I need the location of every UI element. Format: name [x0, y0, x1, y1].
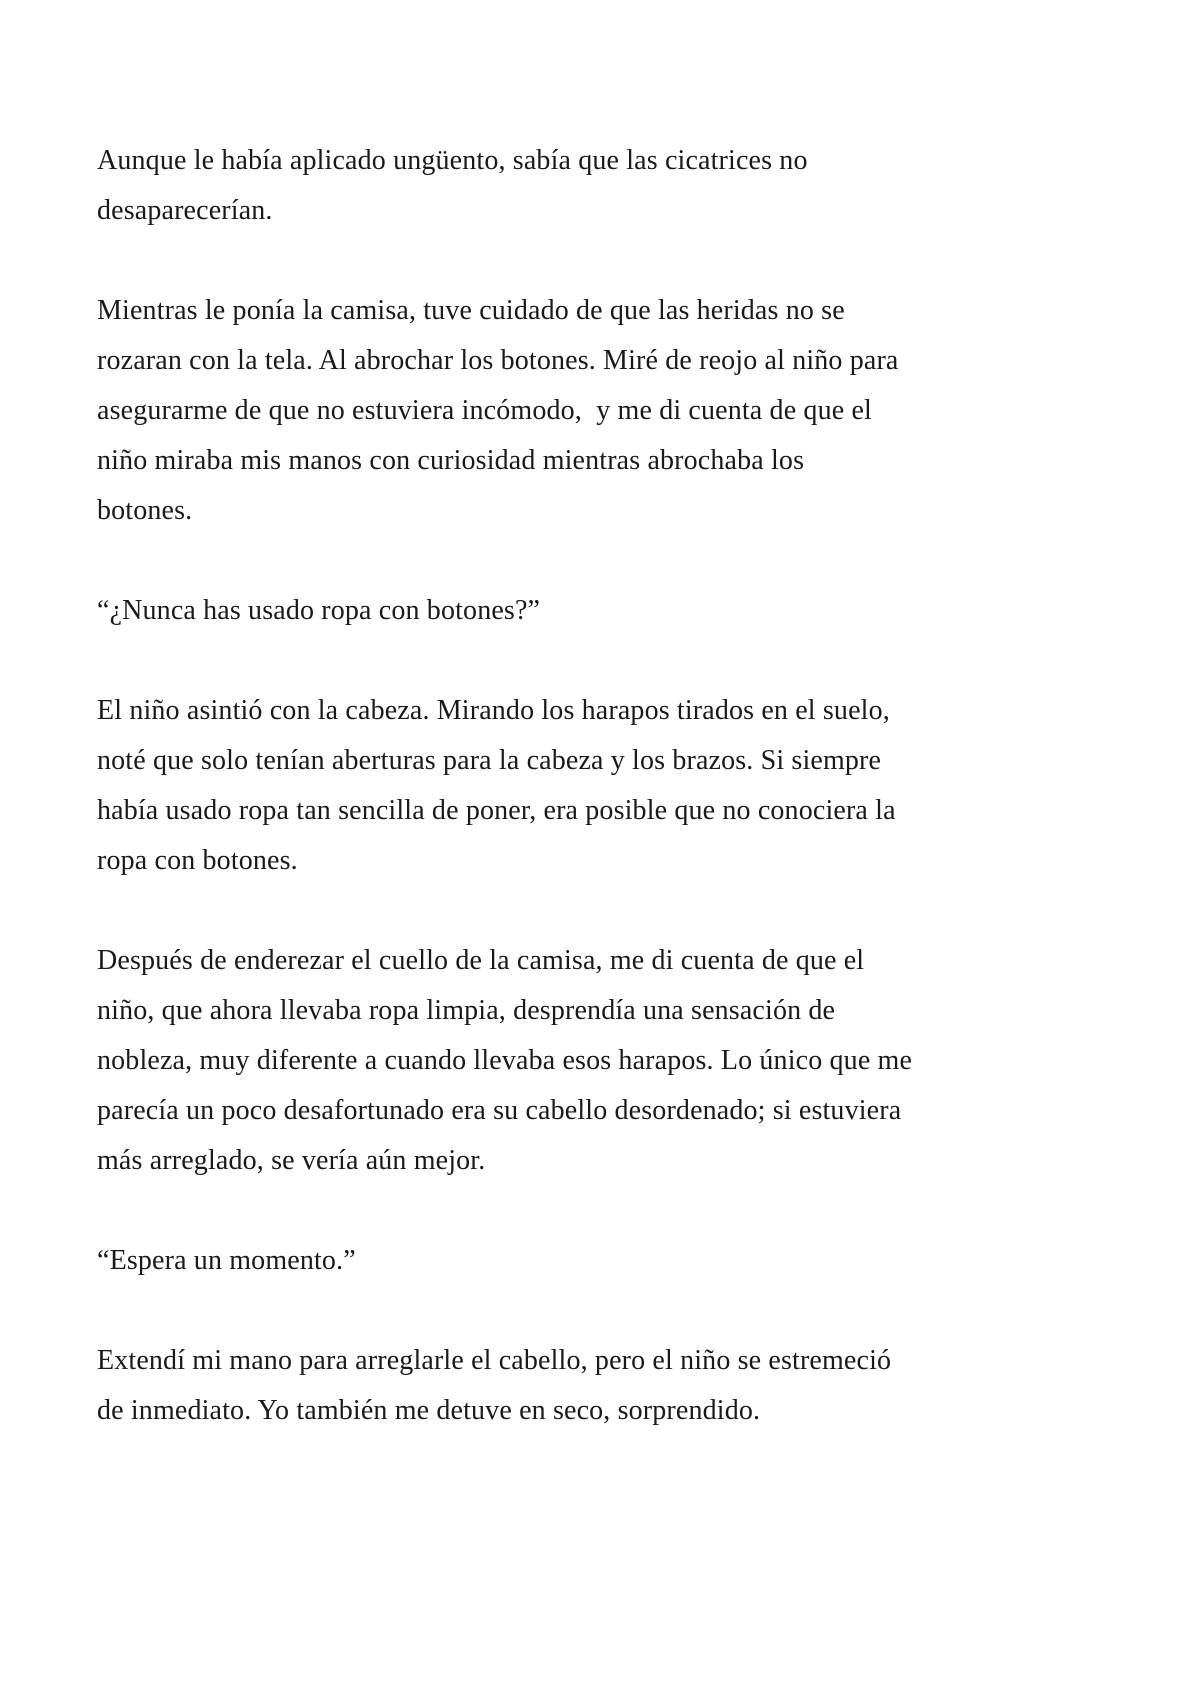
text-line: rozaran con la tela. Al abrochar los botones. Miré de reojo al niño para: [97, 345, 899, 376]
paragraph: [97, 936, 1117, 1186]
text-line: El niño asintió con la cabeza. Mirando los harapos tirados en el suelo,: [97, 695, 890, 726]
dialogue-line: “¿Nunca has usado ropa con botones?”: [97, 595, 541, 626]
dialogue-paragraph: [97, 586, 1117, 636]
text-line: ropa con botones.: [97, 845, 298, 876]
dialogue-line: “Espera un momento.”: [97, 1245, 356, 1276]
text-line: niño miraba mis manos con curiosidad mientras abrochaba los: [97, 445, 805, 476]
paragraph: [97, 686, 1117, 886]
paragraph: [97, 136, 1117, 236]
text-line: Extendí mi mano para arreglarle el cabello, pero el niño se estremeció: [97, 1345, 892, 1376]
text-line: había usado ropa tan sencilla de poner, era posible que no conociera la: [97, 795, 896, 826]
text-line: Aunque le había aplicado ungüento, sabía que las cicatrices no: [97, 145, 808, 176]
text-line: niño, que ahora llevaba ropa limpia, desprendía una sensación de: [97, 995, 836, 1026]
text-line: nobleza, muy diferente a cuando llevaba esos harapos. Lo único que me: [97, 1045, 913, 1076]
text-line: desaparecerían.: [97, 195, 273, 226]
text-line: Después de enderezar el cuello de la camisa, me di cuenta de que el: [97, 945, 865, 976]
dialogue-paragraph: [97, 1236, 1117, 1286]
text-line: noté que solo tenían aberturas para la cabeza y los brazos. Si siempre: [97, 745, 882, 776]
text-line: más arreglado, se vería aún mejor.: [97, 1145, 486, 1176]
document-page: [97, 136, 1117, 1486]
paragraph: [97, 1336, 1117, 1436]
text-line: de inmediato. Yo también me detuve en seco, sorprendido.: [97, 1395, 761, 1426]
paragraph: [97, 286, 1117, 536]
text-line: asegurarme de que no estuviera incómodo, y me di cuenta de que el: [97, 395, 872, 426]
text-line: parecía un poco desafortunado era su cabello desordenado; si estuviera: [97, 1095, 902, 1126]
text-line: botones.: [97, 495, 193, 526]
text-line: Mientras le ponía la camisa, tuve cuidado de que las heridas no se: [97, 295, 845, 326]
